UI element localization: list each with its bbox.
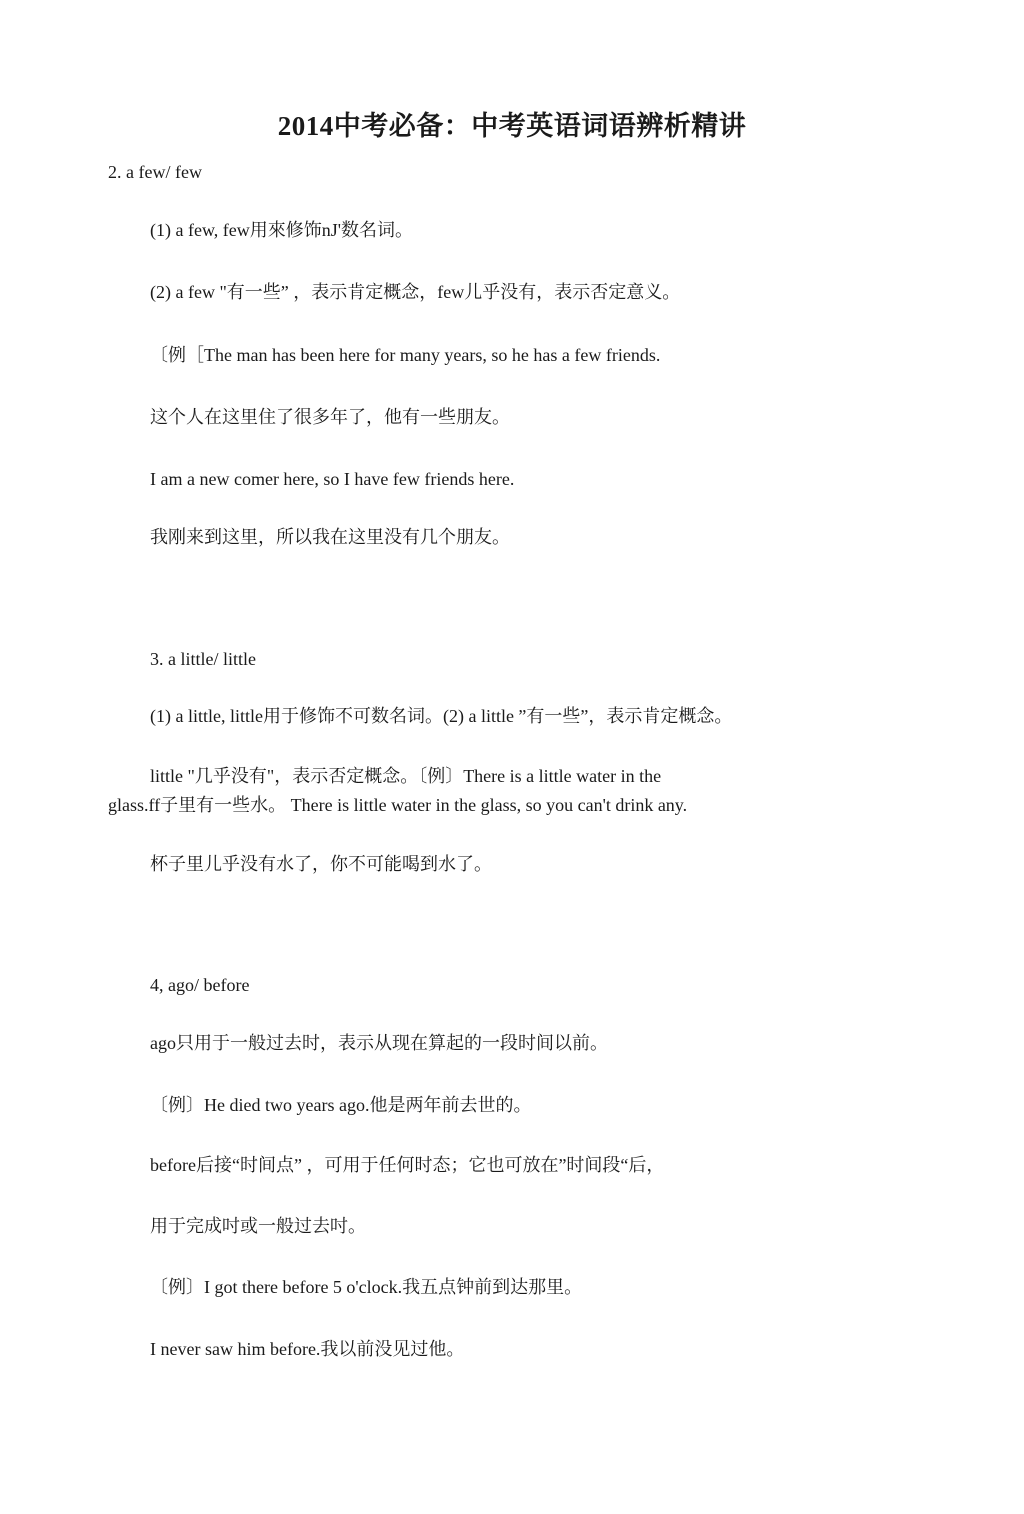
section-3-translation: 杯子里儿乎没有水了，你不可能喝到水了。 [150,854,492,874]
section-2-translation-2: 我刚来到这里，所以我在这里没有几个朋友。 [150,527,510,547]
section-2-rule-2: (2) a few "有一些” ，表示肯定概念，few儿乎没有，表示否定意义。 [150,282,681,302]
section-4-rule-2-cont: 用于完成吋或一般过去吋。 [150,1216,366,1236]
section-4-example-2: 〔例〕I got there before 5 o'clock.我五点钟前到达那里。 [150,1277,583,1297]
section-4-example-3: I never saw him before.我以前没见过他。 [150,1339,465,1359]
section-3-rule-1: (1) a little, little用于修饰不可数名词。(2) a little ”有一些”，表示肯定概念。 [150,706,733,726]
section-2-example-2: I am a new comer here, so I have few friends here. [150,469,515,489]
section-2-example-1: 〔例［The man has been here for many years, so he has a few friends. [150,345,661,365]
page-title: 2014中考必备：中考英语词语辨析精讲 [277,111,747,141]
section-4-rule-2: before后接“时间点” ，可用于任何时态；它也可放在”时间段“后， [150,1155,665,1175]
section-4-heading: 4, ago/ before [150,975,250,995]
section-2-heading: 2. a few/ few [108,162,202,182]
section-3-example: glass.ff子里有一些水。 There is little water in the glass, so you can't drink any. [108,795,688,815]
section-3-rule-2: little "几乎没有"，表示否定概念。〔例〕There is a little water in the [150,766,662,786]
section-3-heading: 3. a little/ little [150,649,256,669]
section-4-example-1: 〔例〕He died two years ago.他是两年前去世的。 [150,1095,532,1115]
section-4-rule-1: ago只用于一般过去时，表示从现在算起的一段时间以前。 [150,1033,608,1053]
section-2-translation-1: 这个人在这里住了很多年了，他有一些朋友。 [150,407,510,427]
section-2-rule-1: (1) a few, few用來修饰nJ'数名词。 [150,220,414,240]
